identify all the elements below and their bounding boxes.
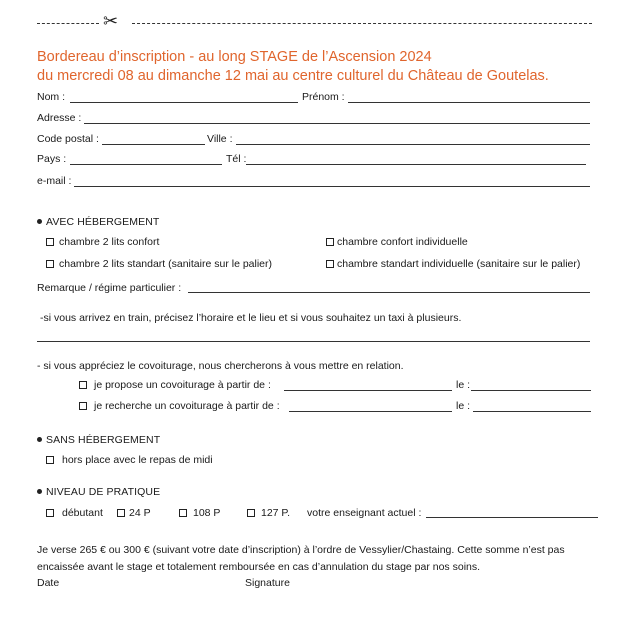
scissors-icon: ✂ xyxy=(103,11,119,31)
title-line-1: Bordereau d’inscription - au long STAGE de l’Ascension 2024 xyxy=(37,49,432,65)
email-label: e-mail : xyxy=(37,175,72,187)
option-127p[interactable] xyxy=(247,507,290,519)
option-label: 108 P xyxy=(193,507,221,519)
propose-from-field[interactable] xyxy=(284,390,452,391)
propose-date-field[interactable] xyxy=(471,390,591,391)
checkbox-icon[interactable] xyxy=(46,509,54,517)
option-label: chambre 2 lits confort xyxy=(59,236,160,248)
option-chambre-standart-individuelle[interactable] xyxy=(326,258,580,270)
ville-label: Ville : xyxy=(207,133,233,145)
prenom-field[interactable] xyxy=(348,102,590,103)
covoiturage-intro: - si vous appréciez le covoiturage, nous chercherons à vous mettre en relation. xyxy=(37,360,404,372)
train-field[interactable] xyxy=(37,341,590,342)
adresse-field[interactable] xyxy=(84,123,590,124)
prenom-label: Prénom : xyxy=(302,91,345,103)
option-label: débutant xyxy=(62,507,103,519)
checkbox-icon[interactable] xyxy=(46,260,54,268)
pays-field[interactable] xyxy=(70,164,222,165)
bullet-icon xyxy=(37,489,42,494)
option-label: chambre standart individuelle (sanitaire sur le palier) xyxy=(337,258,581,270)
recherche-date-label: le : xyxy=(456,400,471,412)
remarque-field[interactable] xyxy=(188,292,590,293)
code-postal-label: Code postal : xyxy=(37,133,99,145)
checkbox-icon[interactable] xyxy=(326,238,334,246)
checkbox-icon[interactable] xyxy=(117,509,125,517)
checkbox-icon[interactable] xyxy=(79,402,87,410)
option-chambre-confort-individuelle[interactable] xyxy=(326,236,468,248)
option-debutant[interactable] xyxy=(46,507,103,519)
enseignant-field[interactable] xyxy=(426,517,598,518)
option-label: hors place avec le repas de midi xyxy=(62,454,213,466)
option-label: 127 P. xyxy=(261,507,291,519)
checkbox-icon[interactable] xyxy=(46,238,54,246)
code-postal-field[interactable] xyxy=(102,144,205,145)
checkbox-icon[interactable] xyxy=(46,456,54,464)
pays-label: Pays : xyxy=(37,153,67,165)
tel-field[interactable] xyxy=(246,164,586,165)
sans-heading-text: SANS HÉBERGEMENT xyxy=(46,434,161,446)
option-recherche-covoiturage[interactable] xyxy=(79,400,280,412)
niveau-heading xyxy=(37,486,160,498)
payment-line-1: Je verse 265 € ou 300 € (suivant votre date d’inscription) à l’ordre de Vessylier/Chastaing. Cette somme n’est pas xyxy=(37,544,565,556)
option-hors-place[interactable] xyxy=(46,454,213,466)
option-label: je propose un covoiturage à partir de : xyxy=(94,379,271,391)
niveau-heading-text: NIVEAU DE PRATIQUE xyxy=(46,486,161,498)
option-propose-covoiturage[interactable] xyxy=(79,379,271,391)
title-line-2: du mercredi 08 au dimanche 12 mai au centre culturel du Château de Goutelas. xyxy=(37,68,549,84)
option-label: chambre 2 lits standart (sanitaire sur le palier) xyxy=(59,258,273,270)
nom-field[interactable] xyxy=(70,102,298,103)
remarque-label: Remarque / régime particulier : xyxy=(37,282,182,294)
cut-line-left xyxy=(37,23,99,24)
bullet-icon xyxy=(37,219,42,224)
signature-label: Signature xyxy=(245,577,290,589)
option-label: chambre confort individuelle xyxy=(337,236,468,248)
adresse-label: Adresse : xyxy=(37,112,82,124)
email-field[interactable] xyxy=(74,186,590,187)
checkbox-icon[interactable] xyxy=(179,509,187,517)
option-24p[interactable] xyxy=(117,507,151,519)
nom-label: Nom : xyxy=(37,91,66,103)
tel-label: Tél : xyxy=(226,153,247,165)
option-label: je recherche un covoiturage à partir de : xyxy=(94,400,280,412)
cut-line-right xyxy=(132,23,592,24)
date-label: Date xyxy=(37,577,60,589)
avec-hebergement-heading xyxy=(37,216,159,228)
recherche-from-field[interactable] xyxy=(289,411,452,412)
payment-line-2: encaissée avant le stage et totalement remboursée en cas d’annulation du stage par nos soins. xyxy=(37,561,481,573)
propose-date-label: le : xyxy=(456,379,471,391)
bullet-icon xyxy=(37,437,42,442)
sans-hebergement-heading xyxy=(37,434,160,446)
avec-heading-text: AVEC HÉBERGEMENT xyxy=(46,216,160,228)
checkbox-icon[interactable] xyxy=(247,509,255,517)
option-chambre-2-lits-standart[interactable] xyxy=(46,258,272,270)
option-108p[interactable] xyxy=(179,507,220,519)
checkbox-icon[interactable] xyxy=(79,381,87,389)
checkbox-icon[interactable] xyxy=(326,260,334,268)
train-instructions: -si vous arrivez en train, précisez l’horaire et le lieu et si vous souhaitez un taxi à plusieurs. xyxy=(40,312,462,324)
option-chambre-2-lits-confort[interactable] xyxy=(46,236,159,248)
recherche-date-field[interactable] xyxy=(473,411,591,412)
option-label: 24 P xyxy=(129,507,151,519)
ville-field[interactable] xyxy=(236,144,590,145)
enseignant-label: votre enseignant actuel : xyxy=(307,507,422,519)
